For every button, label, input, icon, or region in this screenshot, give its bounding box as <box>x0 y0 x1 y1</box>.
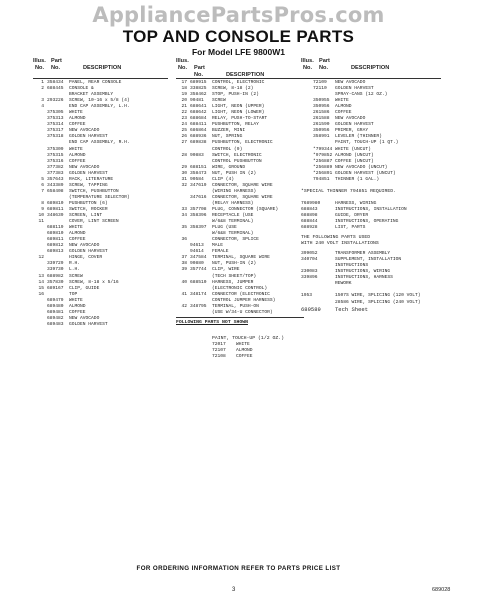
part-description: CONTROL JUMPER HARNESS) <box>212 297 276 303</box>
illus-number: 27 <box>181 140 187 146</box>
part-number: 375305 <box>47 110 64 116</box>
part-description: WHITE <box>69 146 83 152</box>
part-number: 399052 <box>301 251 318 257</box>
part-number: 689480 <box>47 303 64 309</box>
part-description: NUT, SPRING <box>212 134 243 140</box>
part-number: 688445 <box>47 86 64 92</box>
part-number: 688898 <box>301 212 318 218</box>
part-description: TRANSFORMER ASSEMBLY <box>335 251 391 257</box>
part-number: 338825 <box>190 86 207 92</box>
part-number: 375318 <box>47 134 64 140</box>
part-number: 688684 <box>190 116 207 122</box>
part-number: 358434 <box>47 80 64 85</box>
part-number: 72109 <box>313 80 327 85</box>
illus-number: 35 <box>181 225 187 231</box>
part-number: 90481 <box>190 98 204 104</box>
part-number: 358396 <box>190 213 207 219</box>
part-number: 90880 <box>190 261 204 267</box>
illus-number: 8 <box>41 200 44 206</box>
parts-list <box>301 293 441 305</box>
part-number: 347584 <box>190 255 207 261</box>
part-description: NUT, PUSH-IN (2) <box>212 261 257 267</box>
part-number: 688119 <box>47 225 64 231</box>
part-description: GOLDEN HARVEST <box>69 170 108 176</box>
part-description: SWITCH, ELECTRONIC <box>212 152 262 158</box>
illus-number: 13 <box>38 273 44 279</box>
part-number: 340704 <box>301 257 318 263</box>
table-row <box>176 310 304 316</box>
header-illus: Illus. <box>33 58 46 64</box>
illus-number: 33 <box>181 206 187 212</box>
illus-number: 10 <box>38 213 44 219</box>
divider <box>176 317 304 318</box>
part-number: 689810 <box>47 231 64 237</box>
illus-number: 34 <box>181 213 187 219</box>
part-description: NEW AVOCADO <box>69 128 100 134</box>
illus-number: 18 <box>181 86 187 92</box>
part-description: CONTROL, ELECTRONIC <box>212 80 265 85</box>
part-number: 689482 <box>47 315 64 321</box>
part-description: (TECH SHEET/TOP) <box>212 273 257 279</box>
part-number: 357643 <box>47 176 64 182</box>
part-description: (RELAY HARNESS) <box>212 200 254 206</box>
part-number: 261586 <box>313 110 330 116</box>
header-part: Part <box>51 58 62 64</box>
part-description: WIRE, GROUND <box>212 164 246 170</box>
part-description: GOLDEN HARVEST (UNCUT) <box>335 170 396 176</box>
part-description: CONTROL (9) <box>212 146 243 152</box>
part-number: *256891 <box>313 170 333 176</box>
part-description: SCREW, 8-18 (2) <box>212 86 254 92</box>
part-number: 658408 <box>47 188 64 194</box>
part-number: *979852 <box>313 152 333 158</box>
part-number: 688411 <box>190 122 207 128</box>
part-description: CLIP, WIRE <box>212 267 240 273</box>
parts-list <box>301 251 441 287</box>
part-description: FEMALE <box>212 249 229 255</box>
part-description: CONNECTOR, SPLICE <box>212 237 259 243</box>
part-description: GOLDEN HARVEST <box>69 321 108 327</box>
watermark: AppliancePartsPros.com <box>92 3 385 27</box>
part-number: 350956 <box>313 128 330 134</box>
part-description: L.H. <box>69 267 81 273</box>
illus-number: 6 <box>41 182 44 188</box>
part-number: 794851 <box>313 176 330 182</box>
illus-number: 37 <box>181 255 187 261</box>
part-description: TERMINAL, SQUARE WIRE <box>212 255 270 261</box>
part-description: HARNESS, WIRING <box>335 200 377 206</box>
illus-number: 17 <box>181 80 187 85</box>
part-description: SCREW <box>212 98 226 104</box>
special-thinner-note: *SPECIAL THINNER 794851 REQUIRED. <box>301 188 396 194</box>
part-description: WHITE <box>69 225 83 231</box>
part-description: BRACKET ASSEMBLY <box>69 92 114 98</box>
header-illus-no: No. <box>35 65 45 71</box>
part-description: COFFEE <box>69 309 86 315</box>
part-description: PUSHBUTTON, ELECTRONIC <box>212 140 273 146</box>
illus-number: 21 <box>181 104 187 110</box>
part-number: 688510 <box>190 279 207 285</box>
part-number: 72108 <box>212 354 226 360</box>
header-part: Part <box>194 65 205 71</box>
part-number: 348795 <box>190 303 207 309</box>
part-description: NEW AVOCADO <box>335 116 366 122</box>
part-description: END CAP ASSEMBLY, R.H. <box>69 140 130 146</box>
part-number: *799344 <box>313 146 333 152</box>
part-description: R.H. <box>69 261 81 267</box>
part-number: 339730 <box>47 267 64 273</box>
illus-number: 31 <box>181 176 187 182</box>
part-number: 375316 <box>47 158 64 164</box>
illus-number: 24 <box>181 122 187 128</box>
part-description: THINNER (1 GAL.) <box>335 176 380 182</box>
part-description: ALMOND <box>69 116 86 122</box>
illus-number: 41 <box>181 291 187 297</box>
illus-number: 5 <box>41 176 44 182</box>
part-description: CONNECTOR, SQUARE WIRE <box>212 182 273 188</box>
illus-number: 26 <box>181 134 187 140</box>
part-description: SCREEN, LINT <box>69 213 103 219</box>
document-number: 689028 <box>432 587 451 593</box>
header-description: DESCRIPTION <box>226 72 265 78</box>
paint-list <box>176 342 304 360</box>
part-number: 293226 <box>47 98 64 104</box>
part-description: GUIDE, DRYER <box>335 212 369 218</box>
part-description: COFFEE <box>236 354 253 360</box>
part-description: RACK, LITERATURE <box>69 176 114 182</box>
part-number: 357744 <box>190 267 207 273</box>
part-description: W/6&8 TERMINAL) <box>212 231 254 237</box>
part-description: CONTROL PUSHBUTTON <box>212 158 262 164</box>
part-description: SCREW <box>69 273 83 279</box>
illus-number: 29 <box>181 164 187 170</box>
part-description: WHITE <box>69 110 83 116</box>
illus-number: 16 <box>38 291 44 297</box>
part-number: 689479 <box>47 297 64 303</box>
part-description: PANEL, REAR CONSOLE <box>69 80 122 85</box>
illus-number: 20 <box>181 98 187 104</box>
part-number: 94613 <box>190 243 204 249</box>
part-number: 689810 <box>47 200 64 206</box>
part-description: RELAY, PUSH-TO-START <box>212 116 268 122</box>
part-number: 688641 <box>190 104 207 110</box>
header-illus-no: No. <box>178 65 188 71</box>
part-description: INSTRUCTIONS, INSTALLATION <box>335 206 407 212</box>
part-description: PAINT, TOUCH-UP (1 QT.) <box>335 140 399 146</box>
part-description: ALMOND <box>236 347 253 353</box>
part-description: LIGHT, NEON (LOWER) <box>212 110 265 116</box>
illus-number: 14 <box>38 279 44 285</box>
part-number: 7689980 <box>301 200 321 206</box>
part-description: SWITCH, PUSHBUTTON <box>69 188 119 194</box>
part-number: 688936 <box>190 134 207 140</box>
volt-note-1: THE FOLLOWING PARTS USED <box>301 235 371 241</box>
part-description: ALMOND (UNCUT) <box>335 152 374 158</box>
part-number: 339896 <box>301 275 318 281</box>
part-description: INSTRUCTIONS <box>335 263 369 269</box>
part-description: SPRAY-CANS (12 OZ.) <box>335 92 388 98</box>
illus-number: 12 <box>38 255 44 261</box>
part-description: WHITE (UNCUT) <box>335 146 371 152</box>
part-number: 686864 <box>190 128 207 134</box>
part-description: NEW AVOCADO (UNCUT) <box>335 164 388 170</box>
part-description: ALMOND <box>69 231 86 237</box>
part-number: 688982 <box>47 273 64 279</box>
illus-number: 9 <box>41 206 44 212</box>
part-description: CLIP, GUIDE <box>69 285 100 291</box>
header-part-no: No. <box>194 72 204 78</box>
part-number: 339729 <box>47 261 64 267</box>
part-description: ALMOND <box>69 303 86 309</box>
part-description: TERMINAL, PUSH-ON <box>212 303 259 309</box>
part-number: 377383 <box>47 170 64 176</box>
part-description: NUT, PUSH IN (2) <box>212 170 257 176</box>
part-description: SCREW, TAPPING <box>69 182 108 188</box>
part-description: GOLDEN HARVEST <box>335 86 374 92</box>
part-number: 261590 <box>313 122 330 128</box>
header-illus: Illus. <box>176 58 189 64</box>
part-description: SUPPLEMENT, INSTALLATION <box>335 257 402 263</box>
illus-number: 3 <box>41 98 44 104</box>
part-number: 348174 <box>190 291 207 297</box>
illus-number: 40 <box>181 279 187 285</box>
part-number: 343389 <box>47 182 64 188</box>
part-description: TOP <box>69 291 78 297</box>
tech-sheet-row: 689589 Tech Sheet <box>301 305 369 313</box>
part-number: 230083 <box>301 269 318 275</box>
part-number: 689483 <box>47 321 64 327</box>
part-description: PUSHBUTTON (6) <box>69 200 108 206</box>
part-description: CONSOLE & <box>69 86 94 92</box>
column-header <box>301 57 441 78</box>
table-row <box>301 281 441 287</box>
parts-list <box>301 78 441 183</box>
part-number: 688928 <box>301 225 318 231</box>
part-description: END CAP ASSEMBLY, L.H. <box>69 104 130 110</box>
part-description: INSTRUCTIONS, OPERATING <box>335 218 399 224</box>
part-description: COFFEE <box>69 122 86 128</box>
header-illus-no: No. <box>303 65 313 71</box>
part-number: 90883 <box>190 152 204 158</box>
part-description: PUSHBUTTON, RELAY <box>212 122 259 128</box>
part-description: INSTRUCTIONS, WIRING <box>335 269 391 275</box>
illus-number: 11 <box>38 219 44 225</box>
part-description: SWITCH, ROCKER <box>69 206 108 212</box>
part-number: 358462 <box>190 92 207 98</box>
column-header <box>176 57 304 78</box>
part-number: 689812 <box>47 243 64 249</box>
part-number: 348639 <box>47 213 64 219</box>
part-number: 689167 <box>47 285 64 291</box>
part-description: SCREW, 10-16 x 5/8 (4) <box>69 98 130 104</box>
part-number: 375314 <box>47 122 64 128</box>
illus-number: 30 <box>181 170 187 176</box>
table-row <box>33 322 168 328</box>
part-description: ALMOND <box>335 104 352 110</box>
part-number: 358991 <box>313 134 330 140</box>
parts-list <box>176 78 304 316</box>
part-description: INSTRUCTIONS, HARNESS <box>335 275 393 281</box>
part-description: NEW AVOCADO <box>69 315 100 321</box>
illus-number: 7 <box>41 188 44 194</box>
illus-number: 38 <box>181 261 187 267</box>
part-number: 377382 <box>47 164 64 170</box>
illus-number: 19 <box>181 92 187 98</box>
part-number: 375313 <box>47 116 64 122</box>
part-number: 350956 <box>313 104 330 110</box>
part-number: 688843 <box>301 206 318 212</box>
part-description: STOP, PUSH-IN (2) <box>212 92 259 98</box>
part-number: 688844 <box>301 218 318 224</box>
part-description: (ELECTRONIC CONTROL) <box>212 285 268 291</box>
table-row <box>301 225 441 231</box>
part-number: 72110 <box>313 86 327 92</box>
parts-column-3 <box>301 57 441 314</box>
part-number: 689915 <box>190 80 207 85</box>
part-description: HARNESS, JUMPER <box>212 279 254 285</box>
parts-list <box>301 201 441 231</box>
part-number: 689813 <box>47 249 64 255</box>
part-description: PLUG (USE <box>212 225 237 231</box>
part-description: (TEMPERATURE SELECTOR) <box>69 194 130 200</box>
part-number: *256887 <box>313 158 333 164</box>
part-number: 72017 <box>212 341 226 347</box>
part-description: BUZZER, MINI <box>212 128 246 134</box>
part-description: 28586 WIRE, SPLICING (240 VOLT) <box>335 299 421 305</box>
part-number: 90584 <box>190 176 204 182</box>
part-number: 375315 <box>47 152 64 158</box>
illus-number: 39 <box>181 267 187 273</box>
part-description: 1507S WIRE, SPLICING (120 VOLT) <box>335 293 421 299</box>
part-number: 350955 <box>313 98 330 104</box>
part-number: 357708 <box>190 206 207 212</box>
illus-number: 25 <box>181 128 187 134</box>
parts-list <box>33 78 168 328</box>
part-description: CLIP (4) <box>212 176 235 182</box>
part-description: NEW AVOCADO <box>335 80 366 85</box>
illus-number: 2 <box>41 86 44 92</box>
illus-number: 36 <box>181 237 187 243</box>
part-description: WHITE <box>335 98 349 104</box>
parts-column-2 <box>176 57 304 360</box>
part-description: RECEPTACLE (USE <box>212 213 254 219</box>
part-description: GOLDEN HARVEST <box>69 134 108 140</box>
part-number: 357830 <box>47 279 64 285</box>
part-number: 347616 <box>190 194 207 200</box>
part-description: (WIRING HARNESS) <box>212 188 257 194</box>
paint-heading: PAINT, TOUCH-UP (1/2 OZ.) <box>212 335 284 341</box>
illus-number: 22 <box>181 110 187 116</box>
part-description: COFFEE <box>69 158 86 164</box>
part-description: (USE W/34-U CONNECTOR) <box>212 309 273 315</box>
model-subtitle: For Model LFE 9800W1 <box>191 47 286 57</box>
part-number: 688151 <box>190 164 207 170</box>
header-description: DESCRIPTION <box>83 65 122 71</box>
ordering-note: FOR ORDERING INFORMATION REFER TO PARTS PRICE LIST <box>136 565 341 572</box>
page-title: TOP AND CONSOLE PARTS <box>122 27 355 46</box>
header-description: DESCRIPTION <box>351 65 390 71</box>
header-part-no: No. <box>51 65 61 71</box>
part-description: CONNECTOR (ELECTRONIC <box>212 291 270 297</box>
part-description: WHITE <box>69 297 83 303</box>
column-header <box>33 57 168 78</box>
illus-number: 15 <box>38 285 44 291</box>
part-number: 689811 <box>47 237 64 243</box>
header-illus: Illus. <box>301 58 314 64</box>
part-description: MALE <box>212 243 224 249</box>
part-description: COVER, LINT SCREEN <box>69 219 119 225</box>
part-number: 689838 <box>190 140 207 146</box>
part-number: *256889 <box>313 164 333 170</box>
illus-number: 4 <box>41 104 44 110</box>
illus-number: 28 <box>181 152 187 158</box>
part-number: 375309 <box>47 146 64 152</box>
part-description: LIST, PARTS <box>335 225 366 231</box>
part-description: ALMOND <box>69 152 86 158</box>
part-description: CONNECTOR, SQUARE WIRE <box>212 194 273 200</box>
part-description: COFFEE (UNCUT) <box>335 158 374 164</box>
part-number: 358473 <box>190 170 207 176</box>
part-description: SCREW, 8-18 x 5/16 <box>69 279 119 285</box>
part-description: PLUG, CONNECTOR (SQUARE) <box>212 206 279 212</box>
part-description: REWORK <box>335 281 352 287</box>
not-shown-note: FOLLOWING PARTS NOT SHOWN <box>176 319 248 325</box>
part-description: GOLDEN HARVEST <box>69 249 108 255</box>
part-number: 1953 <box>301 293 313 299</box>
part-description: PRIMER, GRAY <box>335 128 369 134</box>
part-description: GOLDEN HARVEST <box>335 122 374 128</box>
illus-number: 42 <box>181 303 187 309</box>
part-description: W/6&8 TERMINAL) <box>212 219 254 225</box>
illus-number: 1 <box>41 80 44 85</box>
part-description: HINGE, COVER <box>69 255 103 261</box>
illus-number: 32 <box>181 182 187 188</box>
part-number: 688642 <box>190 110 207 116</box>
illus-number: 23 <box>181 116 187 122</box>
table-row <box>301 177 441 183</box>
part-number: 689811 <box>47 206 64 212</box>
table-row <box>176 354 304 360</box>
header-part-no: No. <box>319 65 329 71</box>
part-description: WHITE <box>236 341 250 347</box>
part-description: NEW AVOCADO <box>69 243 100 249</box>
page-number: 3 <box>232 587 236 593</box>
part-number: 347619 <box>190 182 207 188</box>
part-description: LIGHT, NEON (UPPER) <box>212 104 265 110</box>
part-number: 94614 <box>190 249 204 255</box>
header-part: Part <box>319 58 330 64</box>
part-description: COFFEE <box>335 110 352 116</box>
volt-note-2: WITH 240 VOLT INSTALLATIONS <box>301 241 379 247</box>
part-number: 689481 <box>47 309 64 315</box>
parts-column-1 <box>33 57 168 328</box>
part-number: 72107 <box>212 347 226 353</box>
part-description: COFFEE <box>69 237 86 243</box>
part-number: 358397 <box>190 225 207 231</box>
part-description: NEW AVOCADO <box>69 164 100 170</box>
part-number: 261588 <box>313 116 330 122</box>
part-description: LEVELER (THINNER) <box>335 134 382 140</box>
part-number: 375317 <box>47 128 64 134</box>
